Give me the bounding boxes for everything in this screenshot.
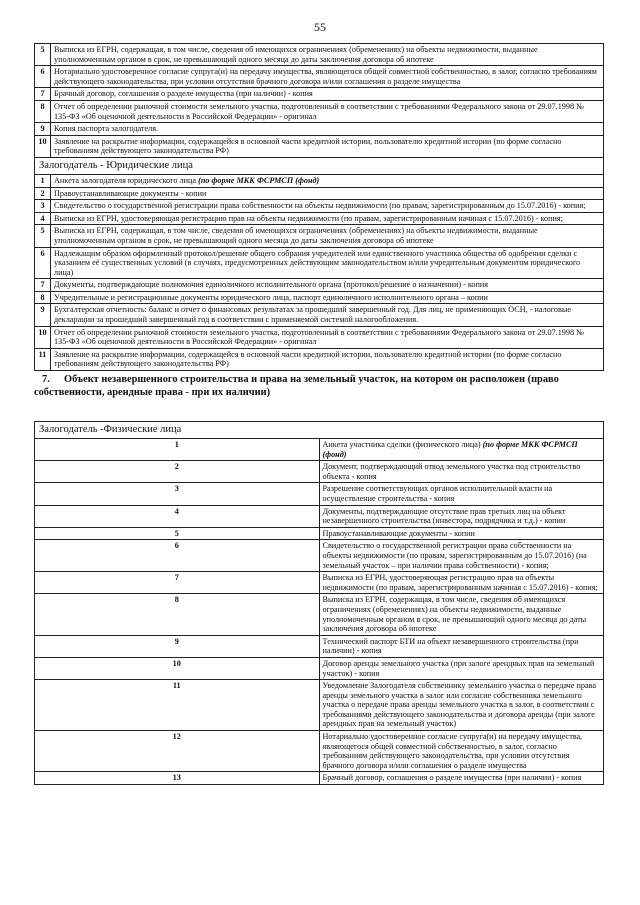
row-number: 5 <box>35 44 51 66</box>
row-text: Копия паспорта залогодателя. <box>54 124 159 134</box>
row-text-cell <box>319 505 604 527</box>
row-number: 5 <box>35 225 51 247</box>
table-row <box>35 572 604 594</box>
row-text-cell <box>51 279 604 292</box>
table-row <box>35 326 604 348</box>
section-header-legal <box>35 157 604 174</box>
row-number: 10 <box>35 657 320 679</box>
table-row <box>35 44 604 66</box>
table-row <box>35 100 604 122</box>
row-text: Анкета залогодателя юридического лица <box>54 175 199 185</box>
table-row <box>35 461 604 483</box>
row-number: 4 <box>35 212 51 225</box>
row-number: 1 <box>35 439 320 461</box>
row-text-cell <box>51 88 604 101</box>
row-text-cell <box>51 100 604 122</box>
table-row <box>35 200 604 213</box>
table-row <box>35 483 604 505</box>
section-header-individual <box>35 422 604 439</box>
section-7-title: Объект незавершенного строительства и права на земельный участок, на котором он расположен (право собственности, арендные права - при их наличии) <box>34 374 559 398</box>
row-text: Договор аренды земельного участка (при залоге арендных прав на земельный участок) - копия <box>322 658 595 678</box>
section-7-number: 7. <box>42 374 50 386</box>
row-number: 2 <box>35 187 51 200</box>
row-text: Отчет об определении рыночной стоимости земельного участка, подготовленный в соответствии с требованиями Федерального закона от 29.07.1998 № 135-ФЗ «Об оценочной деятельности в Российской Федерации» - оригинал <box>54 101 584 121</box>
table-row <box>35 439 604 461</box>
row-number: 11 <box>35 348 51 370</box>
documents-table-continued <box>34 43 604 371</box>
row-number: 9 <box>35 304 51 326</box>
row-number: 8 <box>35 100 51 122</box>
row-text: Правоустанавливающие документы - копии <box>54 188 207 198</box>
block1-rows <box>35 44 604 158</box>
table-row <box>35 635 604 657</box>
row-number: 7 <box>35 279 51 292</box>
row-number: 9 <box>35 635 320 657</box>
table-row <box>35 772 604 785</box>
table-row <box>35 291 604 304</box>
row-number: 8 <box>35 291 51 304</box>
page-number: 55 <box>314 20 326 34</box>
table-row <box>35 731 604 772</box>
row-number: 11 <box>35 680 320 731</box>
table-row <box>35 304 604 326</box>
row-text: Выписка из ЕГРН, содержащая, в том числе, сведения об имеющихся ограничениях (обременениях) на объекты недвижимости, выданные уполномоченным органом в срок, не превышающий одного месяца до даты заключения договора об ипотеке <box>54 45 538 64</box>
section-title-individual: Залогодатель -Физические лица <box>35 422 604 439</box>
row-text: Правоустанавливающие документы - копии <box>322 528 475 538</box>
table-row <box>35 594 604 635</box>
table-row <box>35 279 604 292</box>
row-number: 3 <box>35 200 51 213</box>
row-text-cell <box>51 66 604 88</box>
row-text-cell <box>51 135 604 157</box>
row-number: 13 <box>35 772 320 785</box>
table-row <box>35 680 604 731</box>
row-text: Нотариально удостоверенное согласие супруга(и) на передачу имущества, являющегося общей совместной собственностью, в залог, согласно требованиям действующего законодательства, при условии отсутствия брачного договора и/или соглашения о разделе имущества <box>322 732 583 770</box>
row-text: Документы, подтверждающие полномочия единоличного исполнительного органа (протокол/решение о назначении) - копия <box>54 280 489 290</box>
row-number: 3 <box>35 483 320 505</box>
section-7-heading <box>34 371 604 401</box>
row-text: Учредительные и регистрационные документы юридического лица, паспорт единоличного исполнительного органа – копии <box>54 292 488 302</box>
table-row <box>35 212 604 225</box>
row-number: 7 <box>35 572 320 594</box>
row-text-cell <box>319 731 604 772</box>
row-text: Свидетельство о государственной регистрации права собственности на объекты недвижимости (по правам, зарегистрированным до 15.07.2016) (на земельный участок – при наличии права собственности) - копия; <box>322 541 587 570</box>
table-row <box>35 135 604 157</box>
row-text: Надлежащим образом оформленный протокол/решение общего собрания учредителей или единственного участника общества об одобрении сделки с указанием её существенных условий (в случаях, предусмотренных действующим законодательством и/или учредительным документом юридического лица) <box>54 248 581 277</box>
row-text-cell <box>319 594 604 635</box>
row-text-cell <box>51 291 604 304</box>
row-text-cell <box>319 572 604 594</box>
row-number: 1 <box>35 174 51 187</box>
row-form-note: (по форме МКК ФСРМСП (фонд) <box>198 175 320 185</box>
row-text-cell <box>51 225 604 247</box>
section-title-legal: Залогодатель - Юридические лица <box>35 157 604 174</box>
table-row <box>35 527 604 540</box>
table-row <box>35 187 604 200</box>
table-row <box>35 348 604 370</box>
row-form-note: (по форме МКК ФСРМСП (фонд) <box>322 440 578 459</box>
row-text-cell <box>319 635 604 657</box>
row-text-cell <box>51 187 604 200</box>
row-number: 8 <box>35 594 320 635</box>
table-row <box>35 657 604 679</box>
row-text: Выписка из ЕГРН, содержащая, в том числе, сведения об имеющихся ограничениях (обременениях) на объекты недвижимости, выданные уполномоченным органом в срок, не превышающий одного месяца до даты заключения договора об ипотеке <box>54 226 538 245</box>
row-text-cell <box>319 439 604 461</box>
row-text: Уведомление Залогодателя собственнику земельного участка о передаче права аренды земельного участка в залог или согласие собственника земельного участка о передаче права аренды земельного участка в залог, в соответствии с требованиями действующего законодательства и договора аренды (при залоге арендных прав на земельный участок) <box>322 681 596 729</box>
row-text-cell <box>51 304 604 326</box>
row-number: 12 <box>35 731 320 772</box>
row-number: 5 <box>35 527 320 540</box>
row-text-cell <box>51 123 604 136</box>
row-text-cell <box>51 326 604 348</box>
row-text-cell <box>51 174 604 187</box>
row-text-cell <box>319 540 604 572</box>
row-text-cell <box>319 680 604 731</box>
row-text-cell <box>319 483 604 505</box>
row-text: Документы, подтверждающие отсутствие прав третьих лиц на объект незавершенного строительства (инвестора, подрядчика и т.д.) - копии <box>322 506 566 526</box>
row-text-cell <box>51 44 604 66</box>
table-row <box>35 66 604 88</box>
row-text-cell <box>51 348 604 370</box>
row-number: 9 <box>35 123 51 136</box>
row-text: Анкета участника сделки (физического лица) <box>322 440 483 450</box>
documents-table-section7 <box>34 421 604 785</box>
table-row <box>35 174 604 187</box>
row-text: Разрешение соответствующих органов исполнительной власти на осуществление строительства - копия <box>322 484 553 503</box>
row-text-cell <box>51 200 604 213</box>
table-row <box>35 123 604 136</box>
row-text-cell <box>319 772 604 785</box>
row-text-cell <box>51 212 604 225</box>
row-number: 6 <box>35 247 51 279</box>
row-number: 4 <box>35 505 320 527</box>
row-text: Выписка из ЕГРН, удостоверяющая регистрацию прав на объекты недвижимости (по правам, зарегистрированным начиная с 15.07.2016) - копия; <box>322 573 598 592</box>
row-text-cell <box>51 247 604 279</box>
row-text: Нотариально удостоверенное согласие супруга(и) на передачу имущества, являющегося общей совместной собственностью, в залог, согласно требованиям действующего законодательства, при условии отсутствия брачного договора и/или соглашения о разделе имущества <box>54 67 597 86</box>
individual-rows <box>35 439 604 785</box>
row-number: 10 <box>35 135 51 157</box>
row-text: Документ, подтверждающий отвод земельного участка под строительство объекта - копия <box>322 462 581 481</box>
row-number: 6 <box>35 66 51 88</box>
row-text: Брачный договор, соглашения о разделе имущества (при наличии) - копия <box>54 89 313 99</box>
row-text: Технический паспорт БТИ на объект незавершенного строительства (при наличии) - копия <box>322 636 579 656</box>
table-row <box>35 505 604 527</box>
row-text: Выписка из ЕГРН, удостоверяющая регистрацию прав на объекты недвижимости (по правам, зарегистрированным начиная с 15.07.2016) - копия; <box>54 213 563 223</box>
row-text-cell <box>319 527 604 540</box>
row-number: 6 <box>35 540 320 572</box>
table-row <box>35 540 604 572</box>
row-number: 7 <box>35 88 51 101</box>
row-text: Свидетельство о государственной регистрации права собственности на объекты недвижимости (по правам, зарегистрированным до 15.07.2016) - копия; <box>54 201 586 211</box>
row-number: 10 <box>35 326 51 348</box>
row-text: Заявление на раскрытие информации, содержащейся в основной части кредитной истории, пользователю кредитной истории (по форме согласно требованиям действующего законодательства РФ) <box>54 136 562 156</box>
legal-rows <box>35 174 604 370</box>
row-number: 2 <box>35 461 320 483</box>
table-row <box>35 88 604 101</box>
row-text: Бухгалтерская отчетность: баланс и отчет о финансовых результатах за прошедший завершенный год. Для лиц, не применяющих ОСН, - налоговые декларации за прошедший завершенный год в соответствии с применяемой системой налогообложения. <box>54 305 572 325</box>
row-text: Заявление на раскрытие информации, содержащейся в основной части кредитной истории, пользователю кредитной истории (по форме согласно требованиям действующего законодательства РФ) <box>54 349 562 369</box>
row-text-cell <box>319 461 604 483</box>
row-text-cell <box>319 657 604 679</box>
row-text: Брачный договор, соглашения о разделе имущества (при наличии) - копия <box>322 773 582 783</box>
table-row <box>35 247 604 279</box>
row-text: Отчет об определении рыночной стоимости земельного участка, подготовленный в соответствии с требованиями Федерального закона от 29.07.1998 № 135-ФЗ «Об оценочной деятельности в Российской Федерации» - оригинал <box>54 327 584 347</box>
table-row <box>35 225 604 247</box>
row-text: Выписка из ЕГРН, содержащая, в том числе, сведения об имеющихся ограничениях (обременениях) на объекты недвижимости, выданные уполномоченным органом в срок, не превышающий одного месяца до даты заключения договора об ипотеке <box>322 595 587 634</box>
